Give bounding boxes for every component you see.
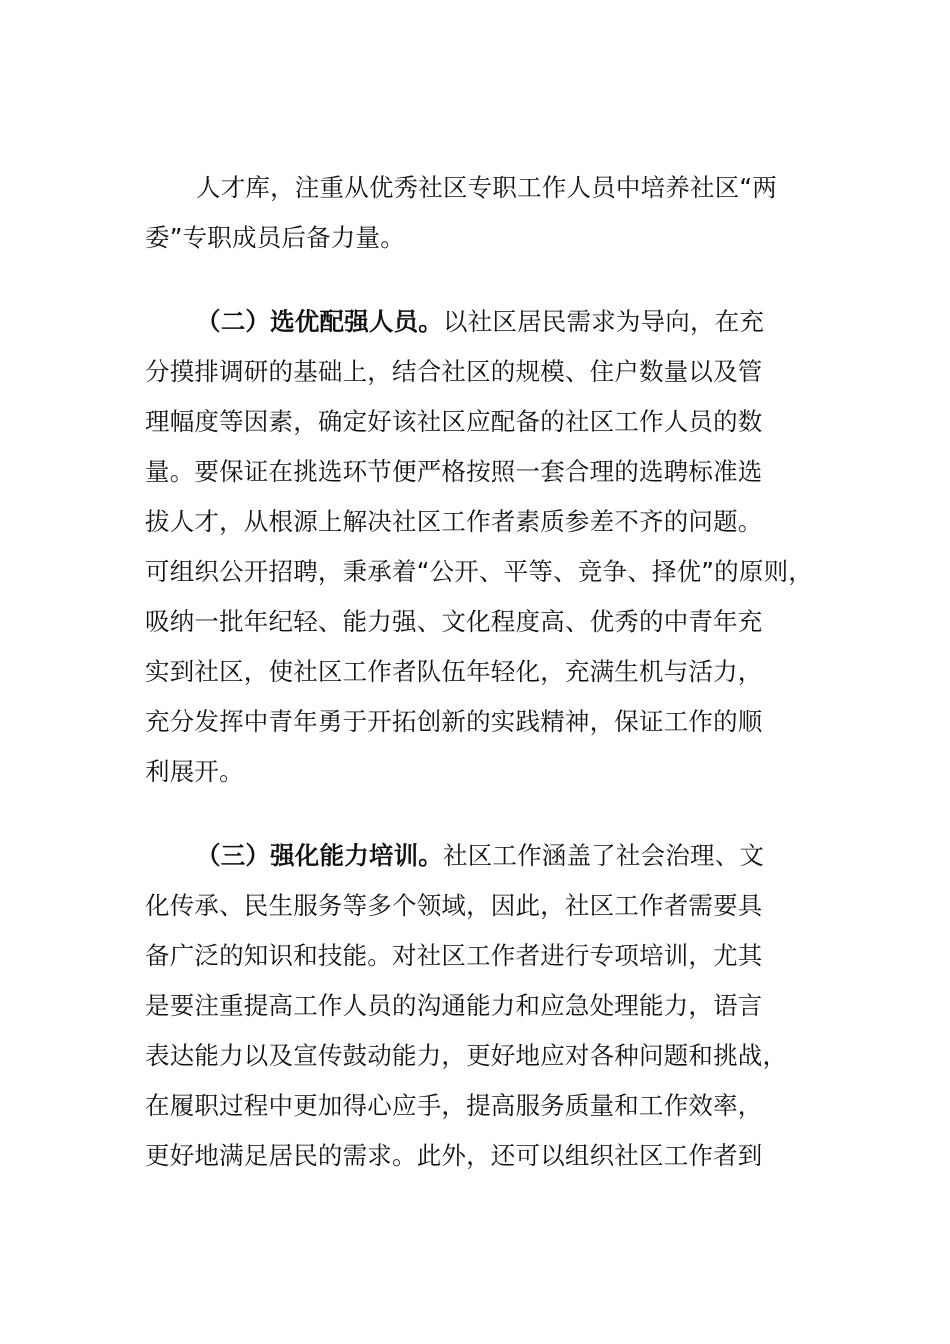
section-heading-2: （二）选优配强人员。 [196, 307, 443, 336]
paragraph-2-line-6: 可组织公开招聘，秉承着“公开、平等、竞争、择优”的原则， [145, 557, 813, 586]
paragraph-3-line-2: 化传承、民生服务等多个领域，因此，社区工作者需要具 [145, 891, 763, 920]
paragraph-2-line-10: 利展开。 [145, 757, 244, 786]
paragraph-2-line-2: 分摸排调研的基础上，结合社区的规模、住户数量以及管 [145, 357, 763, 386]
paragraph-2-line-9: 充分发挥中青年勇于开拓创新的实践精神，保证工作的顺 [145, 707, 763, 736]
paragraph-3-line-6: 在履职过程中更加得心应手，提高服务质量和工作效率， [145, 1091, 763, 1120]
paragraph-3-line-1-text: 社区工作涵盖了社会治理、文 [443, 841, 765, 870]
paragraph-2-line-1 [196, 306, 764, 338]
paragraph-3-line-4: 是要注重提高工作人员的沟通能力和应急处理能力，语言 [145, 991, 763, 1020]
paragraph-2-line-5: 拔人才，从根源上解决社区工作者素质参差不齐的问题。 [145, 507, 763, 536]
paragraph-3-line-7: 更好地满足居民的需求。此外，还可以组织社区工作者到 [145, 1141, 763, 1170]
paragraph-2-line-3: 理幅度等因素，确定好该社区应配备的社区工作人员的数 [145, 407, 763, 436]
paragraph-2-line-8: 实到社区，使社区工作者队伍年轻化，充满生机与活力， [145, 657, 763, 686]
paragraph-3-line-3: 备广泛的知识和技能。对社区工作者进行专项培训，尤其 [145, 941, 763, 970]
paragraph-3-line-5: 表达能力以及宣传鼓动能力，更好地应对各种问题和挑战， [145, 1041, 788, 1070]
paragraph-2-line-7: 吸纳一批年纪轻、能力强、文化程度高、优秀的中青年充 [145, 607, 763, 636]
paragraph-3-line-1 [196, 840, 764, 872]
section-heading-3: （三）强化能力培训。 [196, 841, 443, 870]
paragraph-2-line-4: 量。要保证在挑选环节便严格按照一套合理的选聘标准选 [145, 457, 763, 486]
paragraph-1-line-2: 委”专职成员后备力量。 [145, 223, 405, 252]
paragraph-2-line-1-text: 以社区居民需求为导向，在充 [443, 307, 765, 336]
paragraph-1-line-1: 人才库，注重从优秀社区专职工作人员中培养社区“两 [196, 173, 777, 202]
